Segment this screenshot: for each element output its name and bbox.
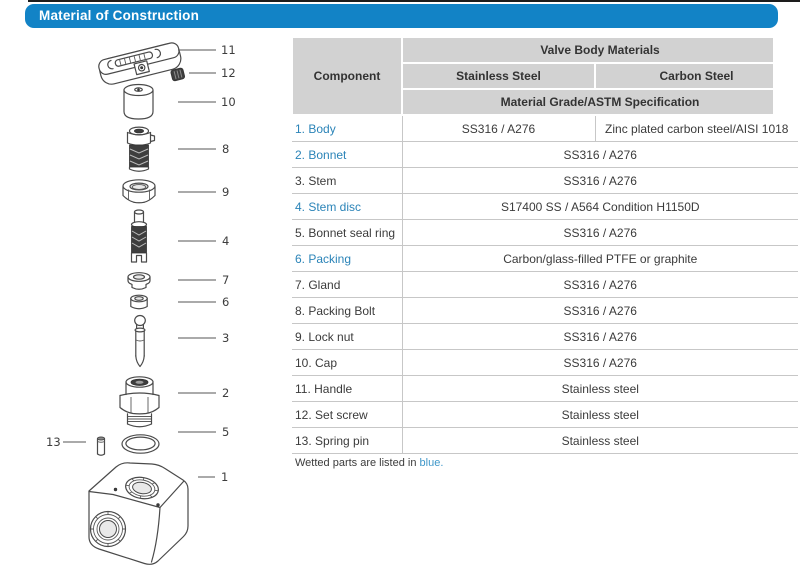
svg-text:13: 13: [46, 435, 61, 449]
materials-table-wrap: [291, 36, 799, 454]
value-cell: Carbon/glass-filled PTFE or graphite: [402, 246, 798, 272]
lock-nut-drawing: [123, 180, 155, 203]
table-row: [292, 194, 798, 220]
packing-drawing: [131, 295, 147, 309]
cap-drawing: [124, 85, 153, 120]
col-header-carbon-steel: Carbon Steel: [595, 63, 798, 89]
table-row: [292, 376, 798, 402]
table-row: [292, 272, 798, 298]
value-cell: SS316 / A276: [402, 350, 798, 376]
svg-text:3: 3: [222, 331, 230, 345]
value-cell: SS316 / A276: [402, 324, 798, 350]
table-row: [292, 350, 798, 376]
component-cell: 8. Packing Bolt: [292, 298, 402, 324]
table-row: [292, 298, 798, 324]
col-header-component: Component: [292, 37, 402, 115]
callout-11: [178, 43, 236, 57]
callout-9: [178, 185, 229, 199]
stem-disc-drawing: [132, 210, 147, 262]
stainless-cell: SS316 / A276: [402, 115, 595, 142]
component-cell: 11. Handle: [292, 376, 402, 402]
table-row: [292, 324, 798, 350]
callout-2: [178, 386, 229, 400]
materials-table: [291, 36, 799, 454]
table-row: [292, 428, 798, 454]
callout-12: [189, 66, 236, 80]
svg-text:2: 2: [222, 386, 230, 400]
valve-exploded-diagram: [0, 0, 290, 570]
table-row: [292, 220, 798, 246]
callout-3: [178, 331, 229, 345]
callout-5: [178, 425, 229, 439]
value-cell: Stainless steel: [402, 402, 798, 428]
value-cell: SS316 / A276: [402, 220, 798, 246]
svg-text:12: 12: [221, 66, 236, 80]
wetted-parts-footnote: [295, 457, 443, 469]
component-cell: 1. Body: [292, 115, 402, 142]
stem-drawing: [135, 316, 146, 367]
value-cell: S17400 SS / A564 Condition H1150D: [402, 194, 798, 220]
svg-text:9: 9: [222, 185, 230, 199]
value-cell: SS316 / A276: [402, 168, 798, 194]
table-row: [292, 402, 798, 428]
component-cell: 4. Stem disc: [292, 194, 402, 220]
callout-10: [178, 95, 236, 109]
col-header-stainless-steel: Stainless Steel: [402, 63, 595, 89]
col-header-valve-body-materials: Valve Body Materials: [402, 37, 798, 63]
callout-7: [178, 273, 229, 287]
svg-text:11: 11: [221, 43, 236, 57]
carbon-cell: Zinc plated carbon steel/AISI 1018: [595, 115, 798, 142]
col-header-material-grade: Material Grade/ASTM Specification: [402, 89, 798, 115]
svg-text:8: 8: [222, 142, 230, 156]
table-row: [292, 246, 798, 272]
svg-text:10: 10: [221, 95, 236, 109]
callout-4: [178, 234, 229, 248]
component-cell: 2. Bonnet: [292, 142, 402, 168]
packing-bolt-drawing: [128, 127, 155, 171]
value-cell: SS316 / A276: [402, 142, 798, 168]
component-cell: 12. Set screw: [292, 402, 402, 428]
table-row: [292, 168, 798, 194]
component-cell: 3. Stem: [292, 168, 402, 194]
component-cell: 10. Cap: [292, 350, 402, 376]
svg-text:4: 4: [222, 234, 230, 248]
callout-8: [178, 142, 229, 156]
spring-pin-drawing: [98, 437, 105, 455]
gland-drawing: [128, 273, 150, 290]
body-drawing: [89, 463, 188, 564]
component-cell: 5. Bonnet seal ring: [292, 220, 402, 246]
component-cell: 7. Gland: [292, 272, 402, 298]
value-cell: Stainless steel: [402, 376, 798, 402]
header-right-trim: [773, 36, 799, 115]
page-title: Material of Construction: [39, 8, 200, 23]
table-row: [292, 142, 798, 168]
footnote-blue-word: blue.: [419, 457, 444, 469]
bonnet-seal-ring-drawing: [122, 435, 159, 453]
svg-text:5: 5: [222, 425, 230, 439]
handle-drawing: [97, 41, 183, 86]
svg-text:7: 7: [222, 273, 230, 287]
footnote-text: Wetted parts are listed in: [295, 457, 420, 469]
component-cell: 6. Packing: [292, 246, 402, 272]
callout-13: [46, 435, 86, 449]
component-cell: 13. Spring pin: [292, 428, 402, 454]
table-row: [292, 115, 798, 142]
callout-6: [178, 295, 229, 309]
callout-1: [198, 470, 228, 484]
value-cell: Stainless steel: [402, 428, 798, 454]
bonnet-drawing: [120, 377, 159, 427]
value-cell: SS316 / A276: [402, 298, 798, 324]
component-cell: 9. Lock nut: [292, 324, 402, 350]
svg-text:6: 6: [222, 295, 230, 309]
svg-text:1: 1: [221, 470, 229, 484]
value-cell: SS316 / A276: [402, 272, 798, 298]
